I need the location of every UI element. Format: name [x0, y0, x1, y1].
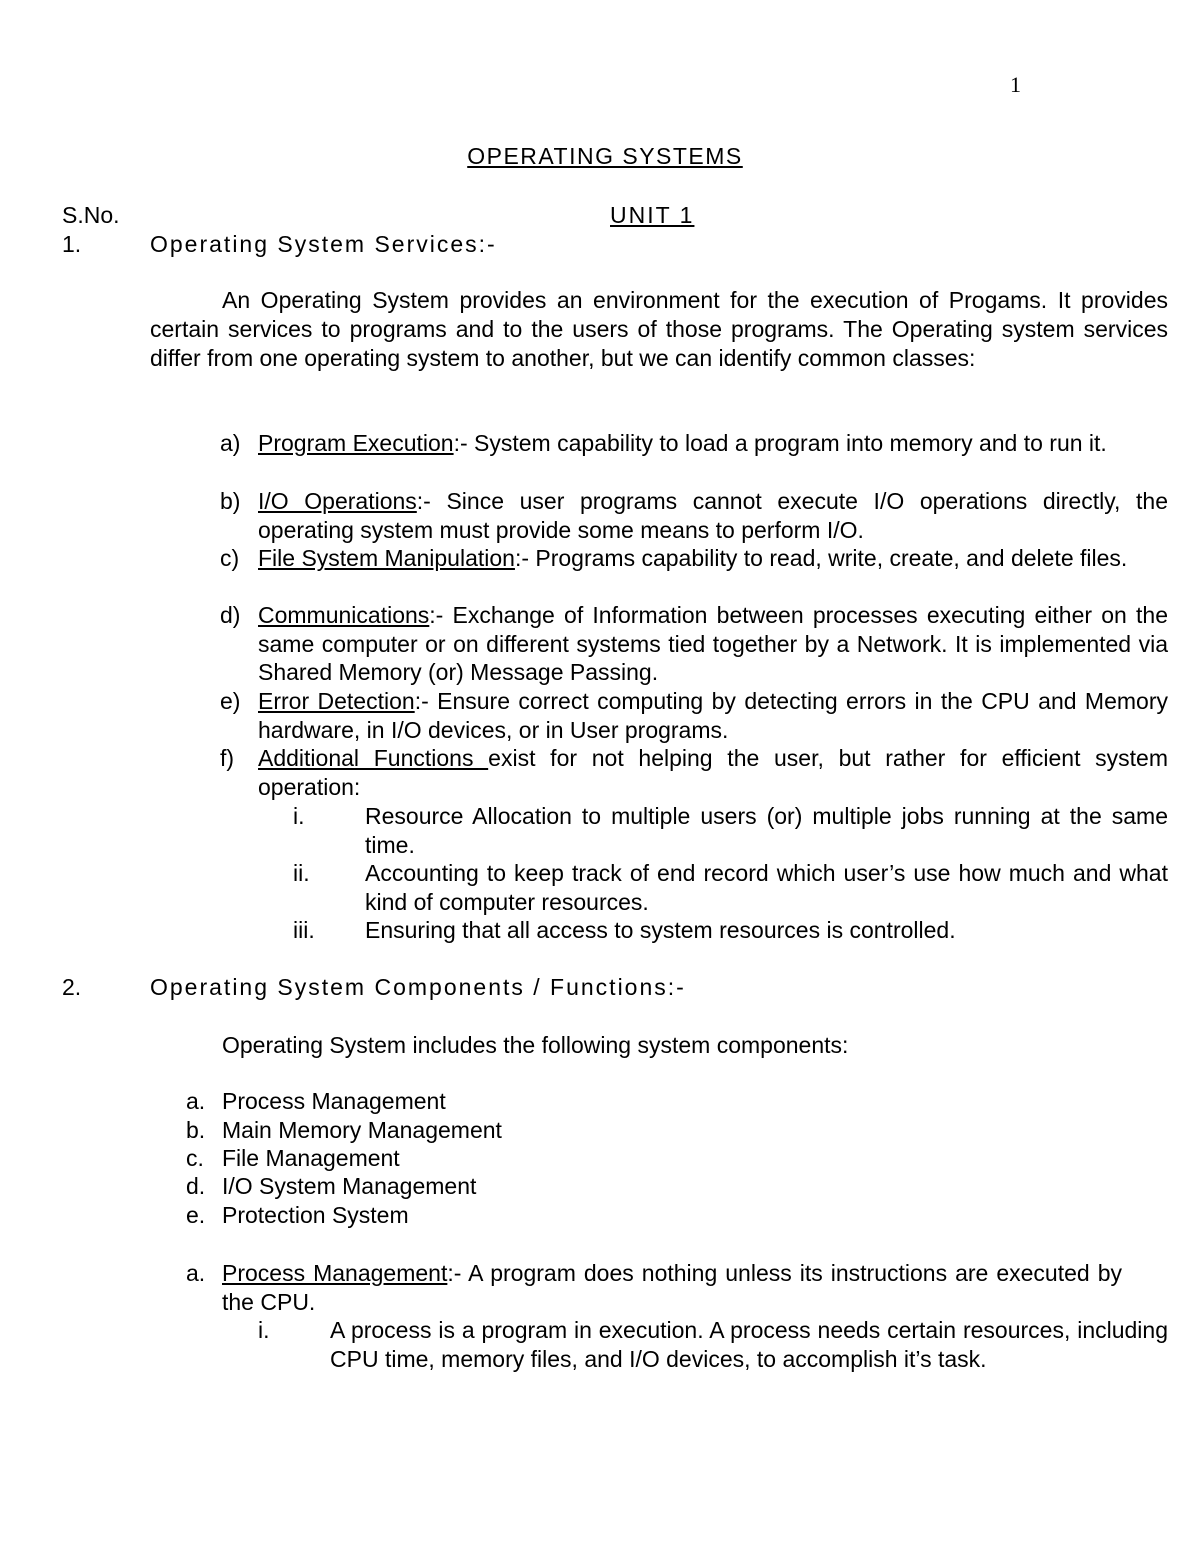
component-c: File Management	[222, 1145, 400, 1171]
component-d-label: d.	[186, 1173, 206, 1199]
item-e-label: e)	[220, 688, 241, 714]
item-d-label: d)	[220, 602, 241, 628]
unit-label: UNIT 1	[610, 202, 695, 228]
subitem-i-label: i.	[293, 803, 305, 829]
item-e-text: :- Ensure correct computing by detecting errors in the CPU and Memory hardware, in I/O devices, or in User programs.	[258, 688, 1168, 743]
section-1-number: 1.	[62, 231, 82, 257]
detail-text: :- A program does nothing unless its instructions are executed by the CPU.	[222, 1260, 1123, 1315]
item-b-text: :- Since user programs cannot execute I/O operations directly, the operating system must provide some means to perform I/O.	[258, 488, 1168, 543]
item-f-label: f)	[220, 745, 235, 771]
item-c	[258, 544, 1168, 573]
component-a: Process Management	[222, 1088, 446, 1114]
subitem-i: Resource Allocation to multiple users (or) multiple jobs running at the same time.	[365, 803, 1168, 858]
section-2-heading: Operating System Components / Functions:-	[150, 974, 686, 1000]
section-2-intro: Operating System includes the following system components:	[222, 1032, 849, 1058]
item-d-text: :- Exchange of Information between processes executing either on the same computer or on different systems tied together by a Network. It is implemented via Shared Memory (or) Message Passing.	[258, 602, 1168, 686]
component-e: Protection System	[222, 1202, 409, 1228]
item-a	[258, 429, 1168, 458]
item-f-text: exist for not helping the user, but rather for efficient system operation:	[258, 745, 1169, 800]
item-f-term: Additional Functions	[258, 745, 489, 771]
detail-subitem-label: i.	[258, 1317, 270, 1343]
subitem-iii-label: iii.	[293, 917, 315, 943]
item-a-text: :- System capability to load a program into memory and to run it.	[453, 430, 1107, 456]
document-title: OPERATING SYSTEMS	[467, 143, 743, 169]
item-c-term: File System Manipulation	[258, 545, 515, 571]
item-d	[258, 601, 1168, 687]
component-c-label: c.	[186, 1145, 204, 1171]
item-b-label: b)	[220, 488, 241, 514]
item-a-label: a)	[220, 430, 241, 456]
page-number: 1	[1010, 72, 1021, 97]
item-b-term: I/O Operations	[258, 488, 417, 514]
component-a-label: a.	[186, 1088, 206, 1114]
section-2-number: 2.	[62, 974, 82, 1000]
item-e-term: Error Detection	[258, 688, 415, 714]
component-e-label: e.	[186, 1202, 206, 1228]
subitem-iii: Ensuring that all access to system resources is controlled.	[365, 917, 956, 943]
section-1-intro: An Operating System provides an environment for the execution of Progams. It provides certain services to programs and to the users of those programs. The Operating system services differ from one operating system to another, but we can identify common classes:	[150, 287, 1168, 371]
subitem-ii: Accounting to keep track of end record which user’s use how much and what kind of computer resources.	[365, 860, 1168, 915]
item-c-text: :- Programs capability to read, write, create, and delete files.	[514, 545, 1128, 571]
detail-term: Process Management	[222, 1260, 448, 1286]
detail-process-management	[222, 1259, 1122, 1316]
subitem-ii-label: ii.	[293, 860, 310, 886]
detail-subitem: A process is a program in execution. A process needs certain resources, including CPU time, memory files, and I/O devices, to accomplish it’s task.	[330, 1317, 1168, 1372]
component-b-label: b.	[186, 1117, 206, 1143]
detail-label: a.	[186, 1260, 206, 1286]
sno-label: S.No.	[62, 202, 120, 228]
item-c-label: c)	[220, 545, 240, 571]
item-d-term: Communications	[258, 602, 430, 628]
component-b: Main Memory Management	[222, 1117, 502, 1143]
component-d: I/O System Management	[222, 1173, 477, 1199]
section-1-heading: Operating System Services:-	[150, 231, 497, 257]
item-b	[258, 487, 1168, 544]
item-e	[258, 687, 1168, 744]
item-a-term: Program Execution	[258, 430, 454, 456]
item-f	[258, 744, 1168, 801]
